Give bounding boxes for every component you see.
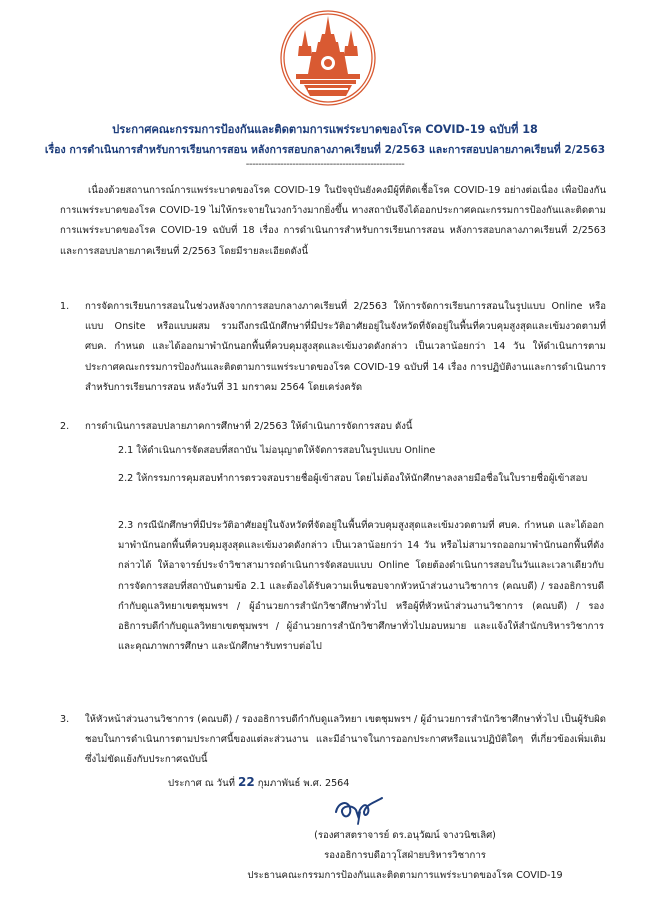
title-divider: ---------------------------------------------------	[245, 159, 405, 170]
signer-position: รองอธิการบดีอาวุโสฝ่ายบริหารวิชาการ	[324, 850, 486, 861]
date-month-year: กุมภาพันธ์ พ.ศ. 2564	[257, 778, 350, 789]
date-day: 22	[238, 775, 255, 789]
item-text: การจัดการเรียนการสอนในช่วงหลังจากการสอบกลางภาคเรียนที่ 2/2563 ให้การจัดการเรียนการสอนในรูปแบบ Online หรือแบบ Onsite หรือแบบผสม รวมถึงกรณีนักศึกษาที่มีประวัติอาศัยอยู่ในจังหวัดที่จัดอยู่ในพื้นที่ควบคุมสูงสุดและเข้มงวดตามที่ ศบค. กำหนด และได้ออกมาพำนักนอกพื้นที่ควบคุมสูงสุดและเข้มงวดดังกล่าว เป็นเวลาน้อยกว่า 14 วัน ให้ดำเนินการตามประกาศคณะกรรมการป้องกันและติดตามการแพร่ระบาดของโรค COVID-19 ฉบับที่ 14 เรื่อง การปฏิบัติงานและการดำเนินการสำหรับการเรียนการสอน หลังวันที่ 31 มกราคม 2564 โดยเคร่งครัด	[85, 301, 606, 393]
announcement-title: ประกาศคณะกรรมการป้องกันและติดตามการแพร่ระบาดของโรค COVID-19 ฉบับที่ 18	[112, 123, 538, 136]
item-text: ให้หัวหน้าส่วนงานวิชาการ (คณบดี) / รองอธิการบดีกำกับดูแลวิทยา เขตชุมพรฯ / ผู้อำนวยการสำนักวิชาศึกษาทั่วไป เป็นผู้รับผิดชอบในการดำเนินการตามประกาศนี้ของแต่ละส่วนงาน และมีอำนาจในการออกประกาศหรือแนวปฏิบัติใดๆ ที่เกี่ยวข้องเพิ่มเติม ซึ่งไม่ขัดแย้งกับประกาศฉบับนี้	[85, 714, 606, 766]
university-seal-icon	[278, 8, 378, 108]
item-text: การดำเนินการสอบปลายภาคการศึกษาที่ 2/2563 ให้ดำเนินการจัดการสอบ ดังนี้	[85, 421, 413, 432]
intro-paragraph: เนื่องด้วยสถานการณ์การแพร่ระบาดของโรค COVID-19 ในปัจจุบันยังคงมีผู้ที่ติดเชื้อโรค COVID-19 อย่างต่อเนื่อง เพื่อป้องกันการแพร่ระบาดของโรค COVID-19 ไม่ให้กระจายในวงกว้างมากยิ่งขึ้น ทางสถาบันจึงได้ออกประกาศคณะกรรมการป้องกันและติดตามการแพร่ระบาดของโรค COVID-19 ฉบับที่ 18 เรื่อง การดำเนินการสำหรับการเรียนการสอน หลังการสอบกลางภาคเรียนที่ 2/2563 และการสอบปลายภาคเรียนที่ 2/2563 โดยมีรายละเอียดดังนี้	[60, 185, 606, 257]
item-number: 1.	[60, 301, 70, 312]
announcement-subject: เรื่อง การดำเนินการสำหรับการเรียนการสอน หลังการสอบกลางภาคเรียนที่ 2/2563 และการสอบปลายภาคเรียนที่ 2/2563	[44, 144, 606, 156]
signer-role: ประธานคณะกรรมการป้องกันและติดตามการแพร่ระบาดของโรค COVID-19	[247, 870, 563, 881]
date-prefix: ประกาศ ณ วันที่	[168, 778, 235, 789]
item-number: 2.	[60, 421, 70, 432]
handwritten-signature-icon	[330, 792, 386, 826]
sub-item-2-3: 2.3 กรณีนักศึกษาที่มีประวัติอาศัยอยู่ในจังหวัดที่จัดอยู่ในพื้นที่ควบคุมสูงสุดและเข้มงวดตามที่ ศบค. กำหนด และได้ออกมาพำนักนอกพื้นที่ควบคุมสูงสุดและเข้มงวดดังกล่าว เป็นเวลาน้อยกว่า 14 วัน หรือไม่สามารถออกมาพำนักนอกพื้นที่ดังกล่าวได้ ให้อาจารย์ประจำวิชาสามารถดำเนินการจัดสอบแบบ Online โดยต้องดำเนินการสอบในวันและเวลาเดียวกับการจัดการสอบที่สถาบันตามข้อ 2.1 และต้องได้รับความเห็นชอบจากหัวหน้าส่วนงานวิชาการ (คณบดี) / รองอธิการบดีกำกับดูแลวิทยาเขตชุมพรฯ / ผู้อำนวยการสำนักวิชาศึกษาทั่วไป หรือผู้ที่หัวหน้าส่วนงานวิชาการ (คณบดี) / รองอธิการบดีกำกับดูแลวิทยาเขตชุมพรฯ / ผู้อำนวยการสำนักวิชาศึกษาทั่วไปมอบหมาย และแจ้งให้สำนักบริหารวิชาการและคุณภาพการศึกษา และนักศึกษารับทราบต่อไป	[118, 520, 604, 653]
sub-item-2-1: 2.1 ให้ดำเนินการจัดสอบที่สถาบัน ไม่อนุญาตให้จัดการสอบในรูปแบบ Online	[118, 445, 436, 456]
item-number: 3.	[60, 714, 70, 725]
announcement-date	[168, 775, 349, 791]
signer-name: (รองศาสตราจารย์ ดร.อนุวัฒน์ จางวนิชเลิศ)	[314, 830, 496, 841]
sub-item-2-2: 2.2 ให้กรรมการคุมสอบทำการตรวจสอบรายชื่อผู้เข้าสอบ โดยไม่ต้องให้นักศึกษาลงลายมือชื่อในใบรายชื่อผู้เข้าสอบ	[118, 473, 588, 484]
